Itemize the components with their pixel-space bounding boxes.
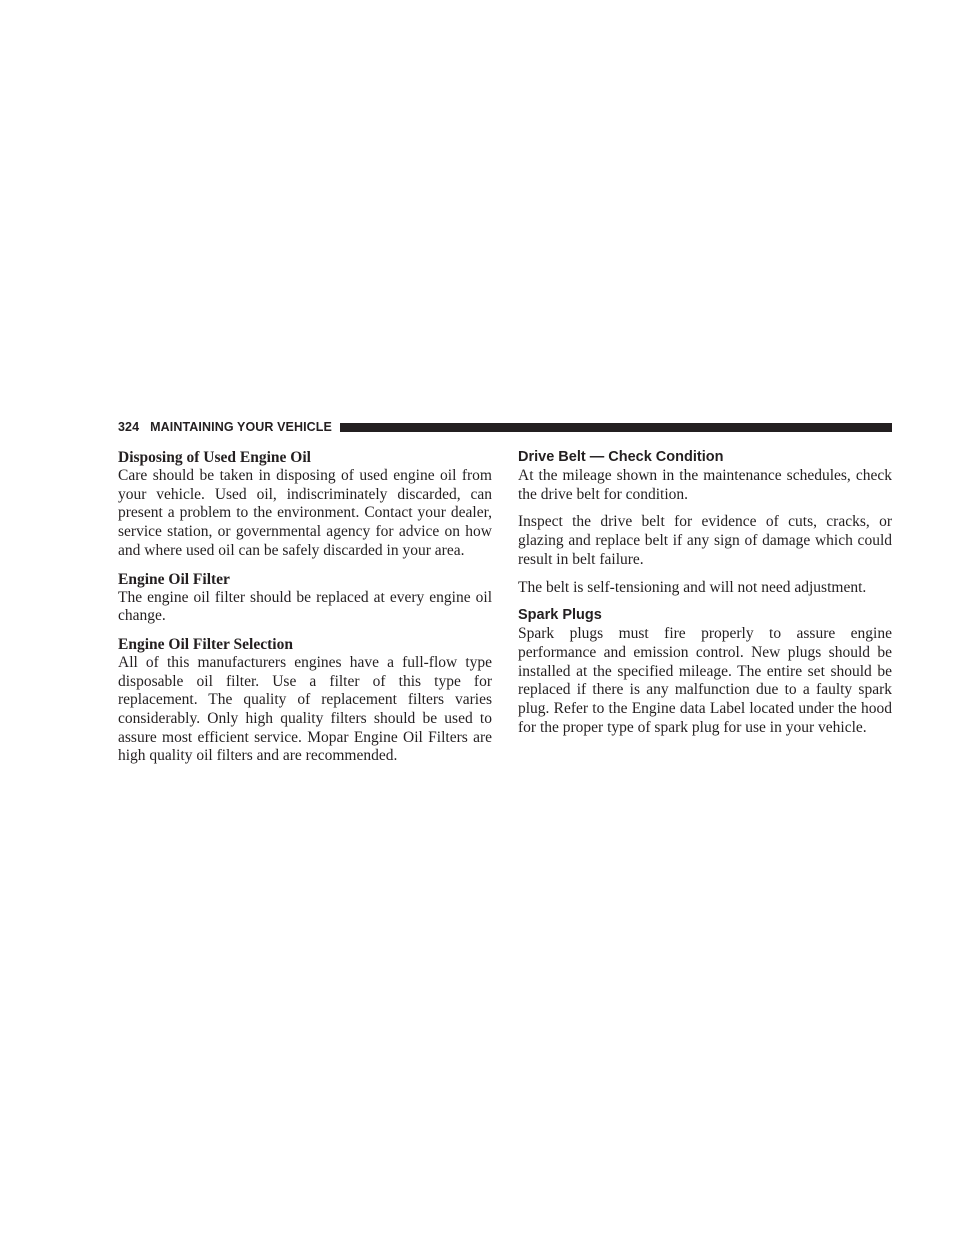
paragraph-drive-belt-tension: The belt is self-tensioning and will not need adjustment. bbox=[518, 578, 867, 596]
section-title: MAINTAINING YOUR VEHICLE bbox=[150, 420, 332, 434]
heading-filter-selection: Engine Oil Filter Selection bbox=[118, 635, 293, 653]
right-column bbox=[518, 448, 892, 737]
paragraph-spark-plugs: Spark plugs must fire properly to assure engine performance and emission control. New plugs should be installed at the specified mileage. The entire set should be replaced if there is any malfunction due to a faulty spark plug. Refer to the Engine data Label located under the hood for the proper type of spark plug for use in your vehicle. bbox=[518, 625, 892, 736]
heading-spark-plugs: Spark Plugs bbox=[518, 607, 602, 624]
page-header bbox=[118, 419, 892, 435]
paragraph-disposing-oil: Care should be taken in disposing of used engine oil from your vehicle. Used oil, indiscriminately discarded, can present a problem to the environment. Contact your dealer, service station, or governmental agency for advice on how and where used oil can be safely discarded in your area. bbox=[118, 467, 492, 559]
paragraph-drive-belt-inspect: Inspect the drive belt for evidence of cuts, cracks, or glazing and replace belt if any sign of damage which could result in belt failure. bbox=[518, 513, 892, 568]
left-column bbox=[118, 448, 492, 766]
page-number: 324 bbox=[118, 420, 140, 434]
heading-drive-belt: Drive Belt — Check Condition bbox=[518, 449, 724, 465]
paragraph-engine-oil-filter: The engine oil filter should be replaced at every engine oil change. bbox=[118, 588, 492, 625]
header-rule bbox=[340, 423, 892, 432]
paragraph-drive-belt-mileage: At the mileage shown in the maintenance schedules, check the drive belt for condition. bbox=[518, 467, 892, 503]
heading-disposing-oil: Disposing of Used Engine Oil bbox=[118, 449, 311, 466]
heading-engine-oil-filter: Engine Oil Filter bbox=[118, 570, 230, 588]
paragraph-filter-selection: All of this manufacturers engines have a full-flow type disposable oil filter. Use a filter of this type for replacement. The quality of replacement filters varies considerably. Only high quality filters should be used to assure most efficient service. Mopar Engine Oil Filters are high quality oil filters and are recommended. bbox=[118, 653, 492, 765]
